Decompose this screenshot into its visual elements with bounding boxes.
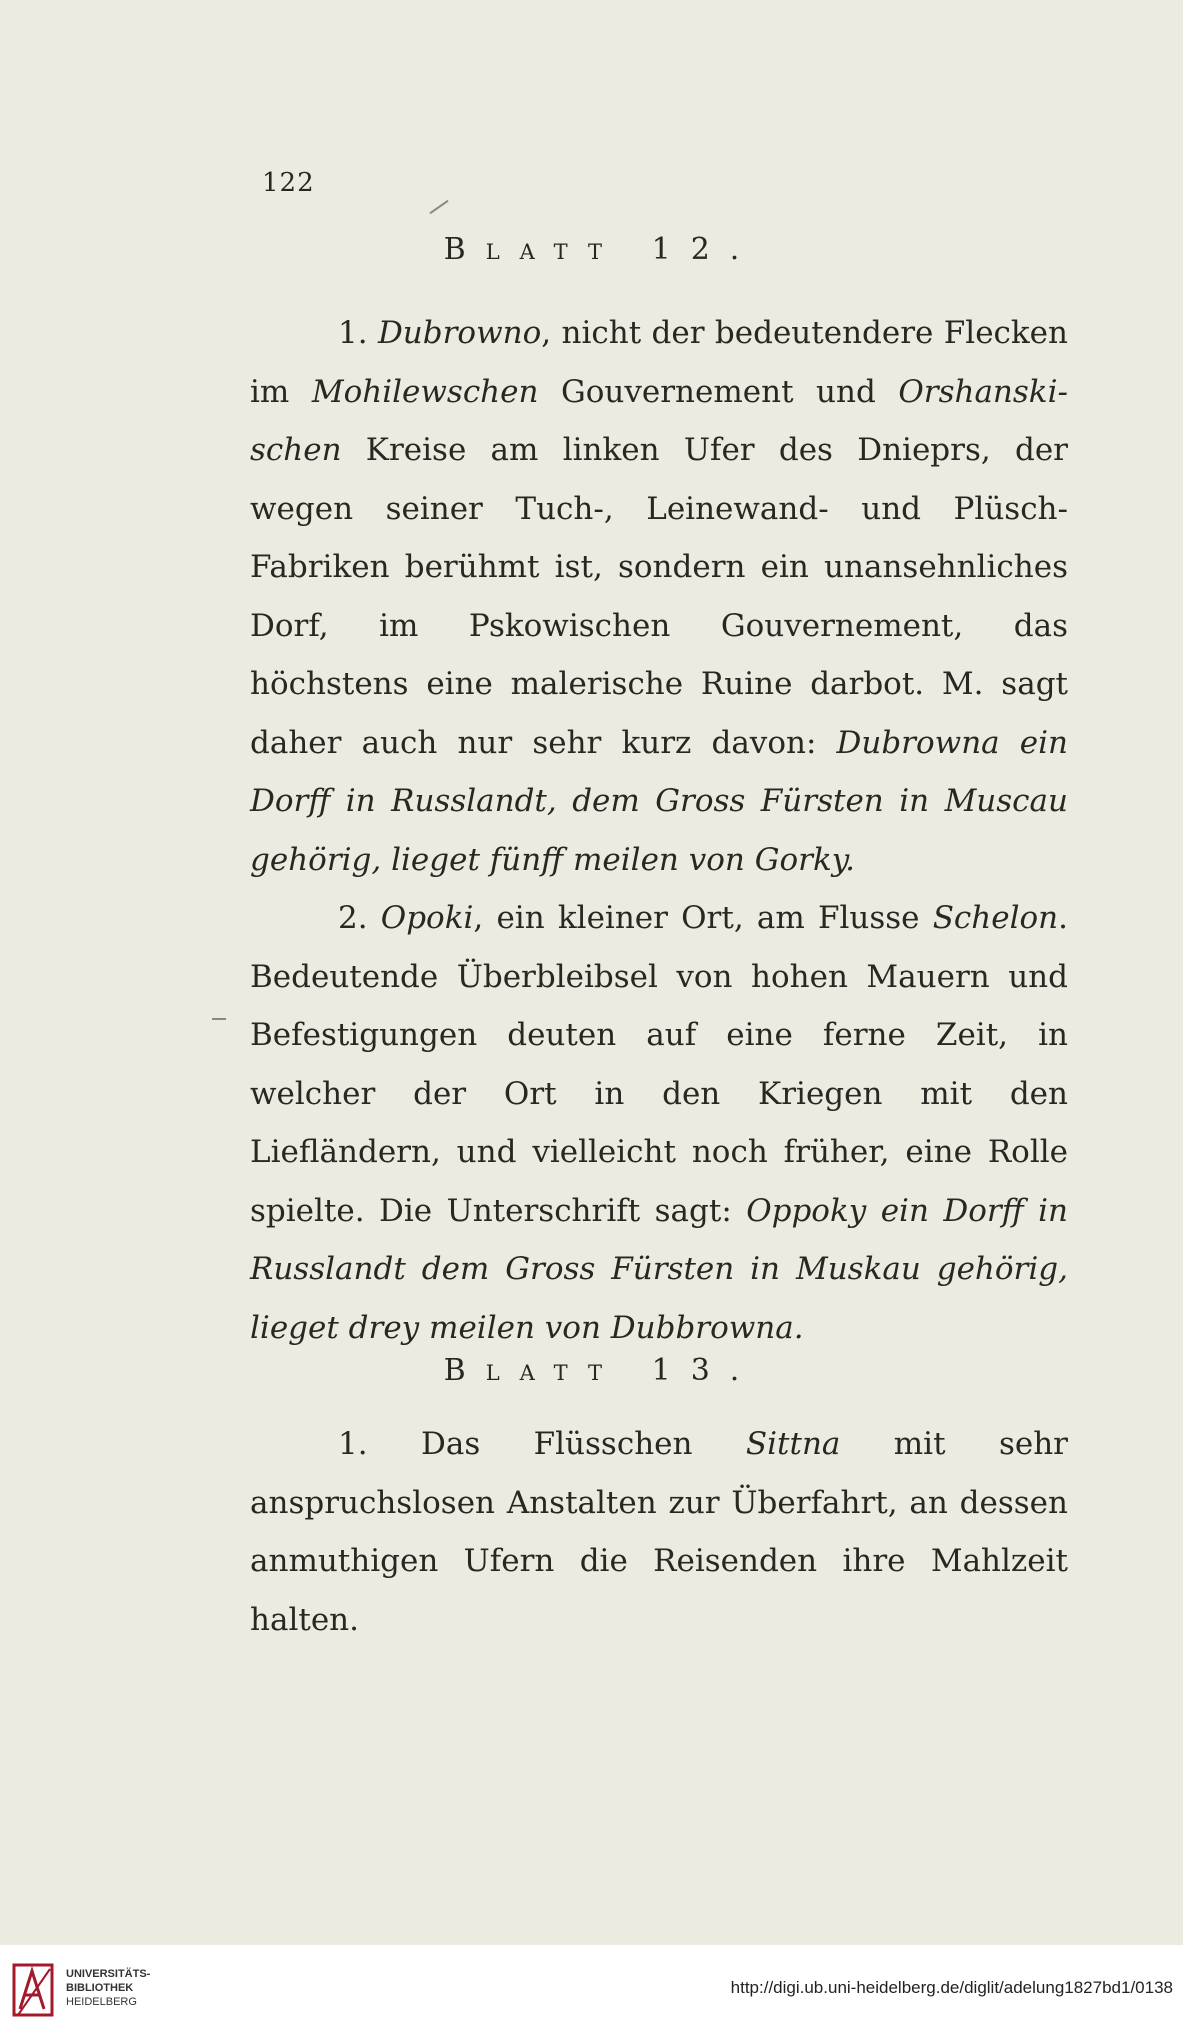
quotation: Oppoky ein Dorff in Russlandt dem Gross Fürsten in Muskau gehörig, lieget drey meilen von Dubbrowna. [250, 1192, 1068, 1346]
quotation: Dubrowna ein Dorff in Russlandt, dem Gross Fürsten in Muscau gehörig, lieget fünff meilen von Gorky. [250, 724, 1068, 878]
paragraph [250, 304, 1068, 889]
library-name-line: UNIVERSITÄTS- [66, 1968, 151, 1980]
item-number: 1. [338, 1426, 421, 1462]
place-name: Mohilewschen [311, 373, 539, 410]
university-library-logo-icon [10, 1959, 58, 2021]
source-url-link[interactable]: http://digi.ub.uni-heidelberg.de/diglit/adelung1827bd1/0138 [730, 1978, 1173, 1997]
pencil-mark [429, 200, 448, 214]
library-name-line: HEIDELBERG [66, 1996, 137, 2008]
place-name: Sittna [745, 1426, 841, 1462]
page-number: 122 [262, 168, 315, 198]
viewer-footer [0, 1945, 1183, 2033]
paragraph-text: , ein kleiner Ort, am Flusse [473, 900, 933, 936]
paragraph-text: mit sehr anspruchslosen Anstalten zur Überfahrt, an dessen anmuthigen Ufern die Reisenden ihre Mahlzeit halten. [250, 1426, 1068, 1638]
pencil-mark [212, 1018, 226, 1020]
paragraph-text: Das Flüsschen [420, 1426, 746, 1462]
place-name: Orshanski-schen [250, 373, 1068, 468]
paragraph-text: Kreise am linken Ufer des Dnieprs, der wegen seiner Tuch-, Leinewand- und Plüsch-Fabriken berühmt ist, sondern ein unansehnliches Dorf, im Pskowischen Gouvernement, das höchstens eine malerische Ruine darbot. M. sagt daher auch nur sehr kurz davon: [250, 432, 1068, 761]
section-body [250, 304, 1068, 1357]
section-heading: Blatt 12. [443, 232, 760, 267]
place-name: Dubrowno [377, 315, 542, 351]
section-body [250, 1415, 1068, 1649]
paragraph-text: Gouvernement und [538, 373, 899, 410]
place-name: Opoki [380, 900, 474, 936]
place-name: Schelon [932, 900, 1059, 936]
paragraph-text: , nicht der bedeutendere Flecken im [250, 315, 1068, 410]
library-name [66, 1967, 150, 2009]
paragraph-text: . Bedeutende Überbleibsel von hohen Mauern und Befestigungen deuten auf eine ferne Zeit, in welcher der Ort in den Kriegen mit den Liefländern, und vielleicht noch früher, eine Rolle spielte. Die Unterschrift sagt: [250, 900, 1068, 1229]
library-name-line: BIBLIOTHEK [66, 1982, 134, 1994]
paragraph [250, 889, 1068, 1357]
paragraph [250, 1415, 1068, 1649]
item-number: 2. [338, 900, 381, 936]
section-heading: Blatt 13. [443, 1353, 760, 1388]
item-number: 1. [338, 315, 378, 351]
